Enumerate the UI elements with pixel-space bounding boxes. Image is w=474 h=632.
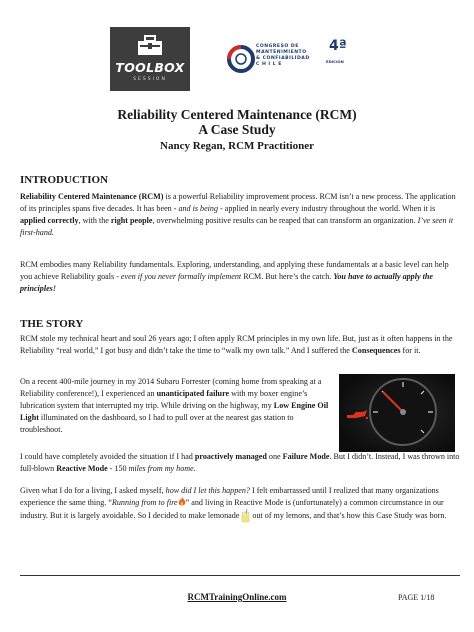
document-title: Reliability Centered Maintenance (RCM) <box>117 107 357 122</box>
document-author: Nancy Regan, RCM Practitioner <box>160 140 314 152</box>
document-subtitle: A Case Study <box>198 122 276 137</box>
intro-paragraph-1: Reliability Centered Maintenance (RCM) is a powerful Reliability improvement process. RCM isn’t a new process. The application of its principles spans five decades. It has been - and is being - applied in nearly every industry throughout the world. When it is applied correctly, with the right people, overwhelming positive results can be reaped that can transform an organization. I’ve seen it first-hand. <box>20 192 456 238</box>
congreso-swirl-icon <box>226 44 256 74</box>
story-heading: THE STORY <box>20 318 84 330</box>
story-paragraph-3: I could have completely avoided the situation if I had proactively managed one Failure Mode. But I didn’t. Instead, I was thrown into full-blown Reactive Mode - 150 miles from my home. <box>20 452 460 474</box>
congreso-text: CONGRESO DE MANTENIMIENTO & CONFIABILIDAD C H I L E <box>256 44 310 67</box>
intro-paragraph-2: RCM embodies many Reliability fundamentals. Exploring, understanding, and applying these fundamentals at a basic level can help you achieve Reliability goals - even if you never formally implement RCM. But here’s the catch. You have to actually apply the principles! <box>20 260 449 294</box>
dashboard-photo <box>339 374 455 452</box>
footer-website-link[interactable]: RCMTrainingOnline.com <box>187 592 287 602</box>
logo-word: TOOLBOX <box>115 60 185 75</box>
story-paragraph-4: Given what I do for a living, I asked myself, how did I let this happen? I felt embarrassed until I realized that many organizations experience the same thing. “Running from to fire ” and living in Reactive Mode is (unfortunately) a common circumstance in our industry. But it is largely avoidable. So I decided to make lemonade out of my lemons, and that’s how this Case Study was born. <box>20 485 460 523</box>
footer-divider <box>20 575 460 576</box>
oil-warning-icon <box>345 409 369 421</box>
footer-page-number: PAGE 1/18 <box>398 593 435 602</box>
story-paragraph-1: RCM stole my technical heart and soul 26 years ago; I often apply RCM principles in my own life. But, just as it often happens in the Reliability “real world,” I got busy and didn’t take the time to “walk my own talk.” And I suffered the Consequences for it. <box>20 334 453 356</box>
edition-number: 4ª <box>329 38 347 54</box>
fire-icon <box>178 497 186 506</box>
intro-heading: INTRODUCTION <box>20 174 109 186</box>
story-paragraph-2: On a recent 400-mile journey in my 2014 Subaru Forrester (coming home from speaking at a Reliability conference!), I experienced an unanticipated failure with my boxer engine’s lubrication system that interrupted my trip. While driving on the highway, my Low Engine Oil Light illuminated on the dashboard, so I had to pull over at the nearest gas station to troubleshoot. <box>20 377 329 435</box>
edition-label: EDICIÓN <box>326 59 344 64</box>
logo-subtext: SESSION <box>133 77 167 82</box>
toolbox-session-logo <box>110 27 190 91</box>
congreso-logo <box>226 38 356 82</box>
toolbox-icon <box>137 34 163 56</box>
